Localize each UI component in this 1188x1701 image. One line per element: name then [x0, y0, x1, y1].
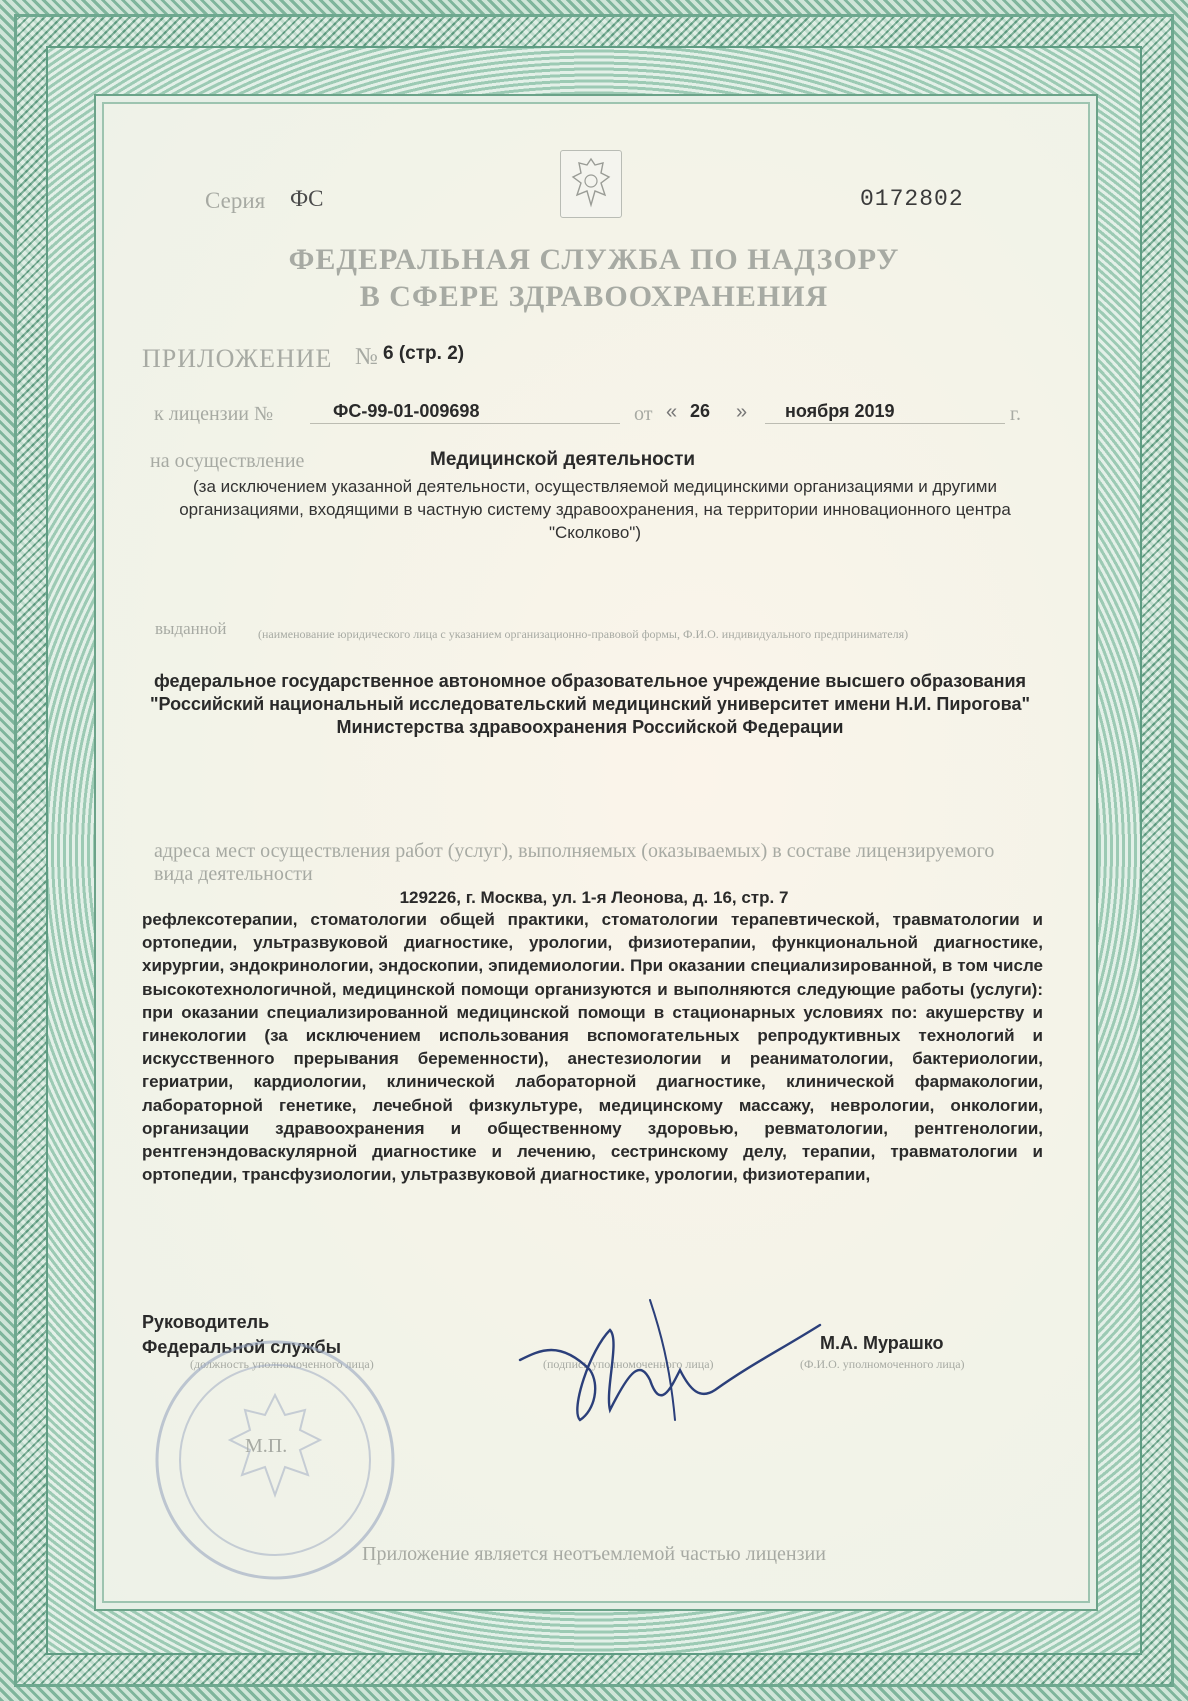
- stamp-place-label: М.П.: [245, 1435, 288, 1457]
- position-caption: (должность уполномоченного лица): [190, 1357, 374, 1371]
- address-label: адреса мест осуществления работ (услуг), выполняемых (оказываемых) в составе лицензируемого вида деятельности: [154, 840, 995, 885]
- appendix-number-label: №: [355, 344, 378, 370]
- license-number-value: ФС-99-01-009698: [333, 401, 480, 421]
- date-quote-close: »: [736, 401, 748, 423]
- date-underline: [765, 423, 1005, 424]
- license-day-value: 26: [690, 401, 711, 421]
- address-value: 129226, г. Москва, ул. 1-я Леонова, д. 16, стр. 7: [399, 888, 789, 907]
- signatory-name: М.А. Мурашко: [820, 1333, 944, 1353]
- issued-label: выданной: [155, 619, 227, 638]
- license-number-label: к лицензии №: [154, 403, 274, 425]
- footer-note: Приложение является неотъемлемой частью лицензии: [362, 1543, 826, 1565]
- series-label: Серия: [205, 188, 266, 213]
- series-value: ФС: [290, 186, 324, 211]
- appendix-label: ПРИЛОЖЕНИЕ: [142, 344, 333, 373]
- date-from-label: от: [634, 403, 653, 425]
- coat-of-arms-icon: [560, 150, 622, 218]
- year-suffix: г.: [1010, 403, 1021, 425]
- authority-title-line1: ФЕДЕРАЛЬНАЯ СЛУЖБА ПО НАДЗОРУ: [288, 243, 900, 276]
- activity-note: (за исключением указанной деятельности, осуществляемой медицинскими организациями и другими организациями, входящими в частную систему здравоохранения, на территории инновационного центра "Сколково"): [179, 477, 1011, 542]
- authority-title-line2: В СФЕРЕ ЗДРАВООХРАНЕНИЯ: [359, 280, 829, 313]
- services-list: рефлексотерапии, стоматологии общей практики, стоматологии терапевтической, травматологии и ортопедии, ультразвуковой диагностике, урологии, физиотерапии, функциональной диагностике, хирургии, эндокринологии, эндоскопии, эпидемиологии. При оказании специализированной, в том числе высокотехнологичной, медицинской помощи организуются и выполняются следующие работы (услуги): при оказании специализированной медицинской помощи в стационарных условиях по: акушерству и гинекологии (за исключением использования вспомогательных репродуктивных технологий и искусственного прерывания беременности), анестезиологии и реаниматологии, бактериологии, гериатрии, кардиологии, клинической лабораторной диагностике, клинической фармакологии, лабораторной генетике, лечебной физкультуре, медицинскому массажу, неврологии, онкологии, организации здравоохранения и общественному здоровью, ревматологии, рентгенологии, рентгенэндоваскулярной диагностике и лечению, сестринскому делу, терапии, травматологии и ортопедии, трансфузиологии, ультразвуковой диагностике, урологии, физиотерапии,: [142, 910, 1043, 1185]
- license-number-underline: [310, 423, 620, 424]
- organization-name: федеральное государственное автономное образовательное учреждение высшего образования "Российский национальный исследовательский медицинский университет имени Н.И. Пирогова" Министерства здравоохранения Российской Федерации: [149, 671, 1030, 737]
- activity-value: Медицинской деятельности: [430, 449, 696, 470]
- date-quote-open: «: [666, 401, 678, 423]
- activity-label: на осуществление: [150, 450, 305, 472]
- signatory-position-line1: Руководитель: [142, 1312, 270, 1332]
- signature-caption: (подпись уполномоченного лица): [543, 1357, 714, 1371]
- handwritten-signature: [500, 1270, 830, 1430]
- issued-note: (наименование юридического лица с указанием организационно-правовой формы, Ф.И.О. индивидуального предпринимателя): [258, 627, 909, 641]
- appendix-number-value: 6 (стр. 2): [383, 343, 465, 364]
- form-number: 0172802: [860, 186, 964, 212]
- signatory-position-line2: Федеральной службы: [142, 1337, 341, 1357]
- name-caption: (Ф.И.О. уполномоченного лица): [800, 1357, 965, 1371]
- license-month-year-value: ноября 2019: [785, 401, 895, 421]
